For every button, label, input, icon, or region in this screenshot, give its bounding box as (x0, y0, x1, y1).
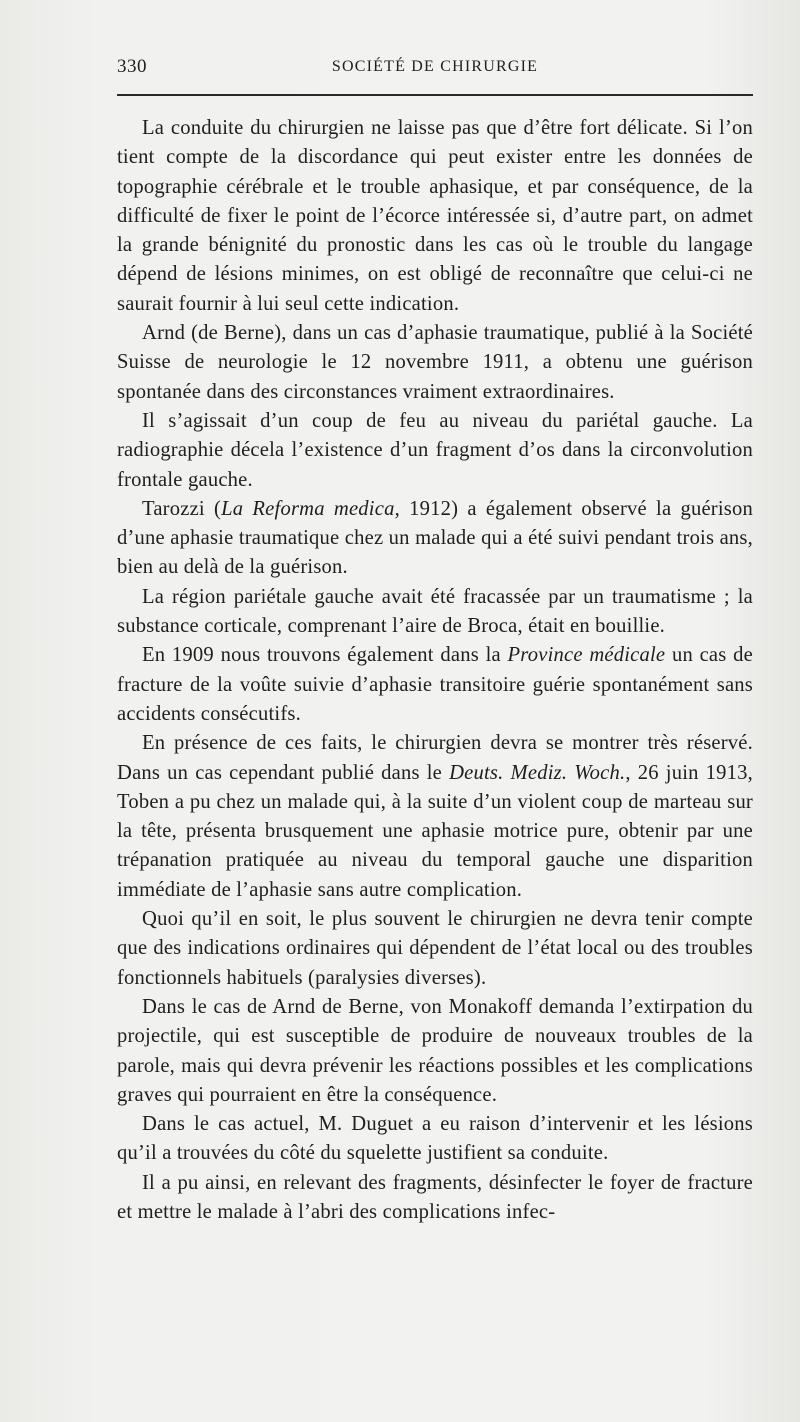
paragraph-6 (117, 641, 753, 729)
journal-title-province-medicale: Province médicale (507, 644, 666, 667)
paragraph-7 (117, 729, 753, 905)
paragraph-6-text-after: un cas de fracture de la voûte suivie d’aphasie transitoire guérie spontanément sans accidents consécutifs. (117, 644, 753, 725)
journal-title-reforma-medica: La Reforma medica (221, 497, 395, 520)
paragraph-4 (117, 495, 753, 583)
page-number: 330 (117, 56, 147, 77)
header-rule (117, 94, 753, 96)
paragraph-2: Arnd (de Berne), dans un cas d’aphasie traumatique, publié à la Société Suisse de neurologie le 12 novembre 1911, a obtenu une guérison spontanée dans des circonstances vraiment extraordinaires. (117, 322, 753, 403)
running-head: SOCIÉTÉ DE CHIRURGIE (331, 58, 539, 75)
paragraph-4-text-after: , 1912) a également observé la guérison d’une aphasie traumatique chez un malade qui a été suivi pendant trois ans, bien au delà de la guérison. (117, 497, 753, 579)
paragraph-6-text-before: En 1909 nous trouvons également dans la (142, 644, 508, 667)
paragraph-5: La région pariétale gauche avait été fracassée par un traumatisme ; la substance corticale, comprenant l’aire de Broca, était en bouillie. (117, 585, 753, 638)
body-text (117, 114, 753, 1404)
paragraph-4-text-before: Tarozzi ( (142, 497, 222, 520)
paragraph-9: Dans le cas de Arnd de Berne, von Monakoff demanda l’extirpation du projectile, qui est susceptible de produire de nouveaux troubles de la parole, mais qui devra prévenir les réactions possibles et les complications graves qui pourraient en être la conséquence. (117, 995, 753, 1106)
paragraph-1: La conduite du chirurgien ne laisse pas que d’être fort délicate. Si l’on tient compte de la discordance qui peut exister entre les données de topographie cérébrale et le trouble aphasique, et par conséquence, de la difficulté de fixer le point de l’écorce intéressée si, d’autre part, on admet la grande bénignité du pronostic dans les cas où le trouble du langage dépend de lésions minimes, on est obligé de reconnaître que celui-ci ne saurait fournir à lui seul cette indication. (117, 117, 753, 315)
page-header (117, 56, 753, 80)
journal-title-deuts-mediz-woch: Deuts. Mediz. Woch. (449, 761, 626, 784)
paragraph-8: Quoi qu’il en soit, le plus souvent le chirurgien ne devra tenir compte que des indications ordinaires qui dépendent de l’état local ou des troubles fonctionnels habituels (paralysies diverses). (117, 908, 753, 989)
paragraph-7-text-after: , 26 juin 1913, Toben a pu chez un malade qui, à la suite d’un violent coup de marteau sur la tête, présenta brusquement une aphasie motrice pure, obtenir par une trépanation pratiquée au niveau du temporal gauche une disparition immédiate de l’aphasie sans autre complication. (117, 761, 753, 901)
paragraph-11: Il a pu ainsi, en relevant des fragments, désinfecter le foyer de fracture et mettre le malade à l’abri des complications infec- (117, 1171, 753, 1223)
paragraph-3: Il s’agissait d’un coup de feu au niveau du pariétal gauche. La radiographie décela l’existence d’un fragment d’os dans la circonvolution frontale gauche. (117, 409, 753, 491)
paragraph-7-text-before: En présence de ces faits, le chirurgien devra se montrer très réservé. Dans un cas cependant publié dans le (117, 732, 753, 784)
paragraph-10: Dans le cas actuel, M. Duguet a eu raison d’intervenir et les lésions qu’il a trouvées du côté du squelette justifient sa conduite. (117, 1113, 753, 1165)
